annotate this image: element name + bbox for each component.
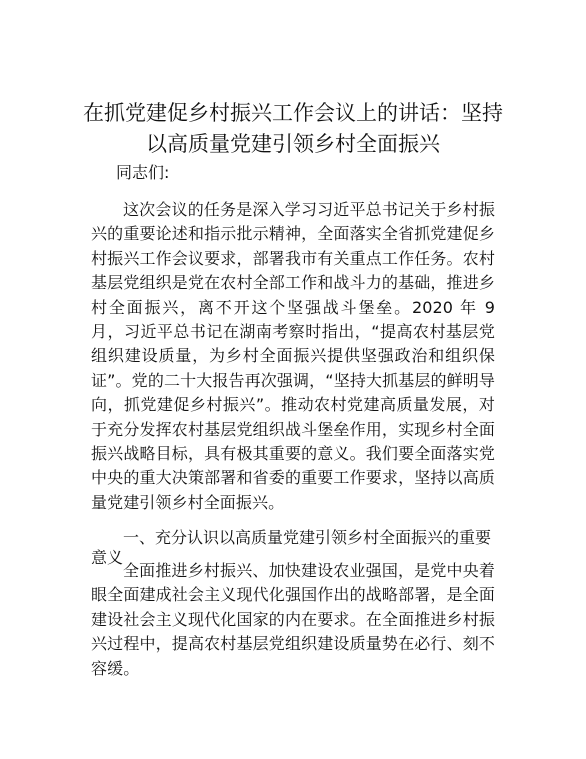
- title-line-1: 在抓党建促乡村振兴工作会议上的讲话：坚持: [83, 101, 503, 125]
- salutation: 同志们:: [116, 163, 170, 182]
- document-title: [70, 98, 516, 160]
- paragraph-intro: 这次会议的任务是深入学习习近平总书记关于乡村振兴的重要论述和指示批示精神，全面落实全省抓党建促乡村振兴工作会议要求，部署我市有关重点工作任务。农村基层党组织是党在农村全部工作和战斗力的基础，推进乡村全面振兴，离不开这个坚强战斗堡垒。2020 年 9 月，习近平总书记在湖南考察时指出，“提高农村基层党组织建设质量，为乡村全面振兴提供坚强政治和组织保证”。党的二十大报告再次强调，“坚持大抓基层的鲜明导向，抓党建促乡村振兴”。推动农村党建高质量发展，对于充分发挥农村基层党组织战斗堡垒作用，实现乡村全面振兴战略目标，具有极其重要的意义。我们要全面落实党中央的重大决策部署和省委的重要工作要求，坚持以高质量党建引领乡村全面振兴。: [91, 200, 495, 512]
- section-heading-1: 一、充分认识以高质量党建引领乡村全面振兴的重要意义: [91, 528, 492, 567]
- title-line-2: 以高质量党建引领乡村全面振兴: [146, 132, 440, 156]
- paragraph-section-1: 全面推进乡村振兴、加快建设农业强国，是党中央着眼全面建成社会主义现代化强国作出的战略部署，是全面建设社会主义现代化国家的内在要求。在全面推进乡村振兴过程中，提高农村基层党组织建设质量势在必行、刻不容缓。: [91, 561, 495, 678]
